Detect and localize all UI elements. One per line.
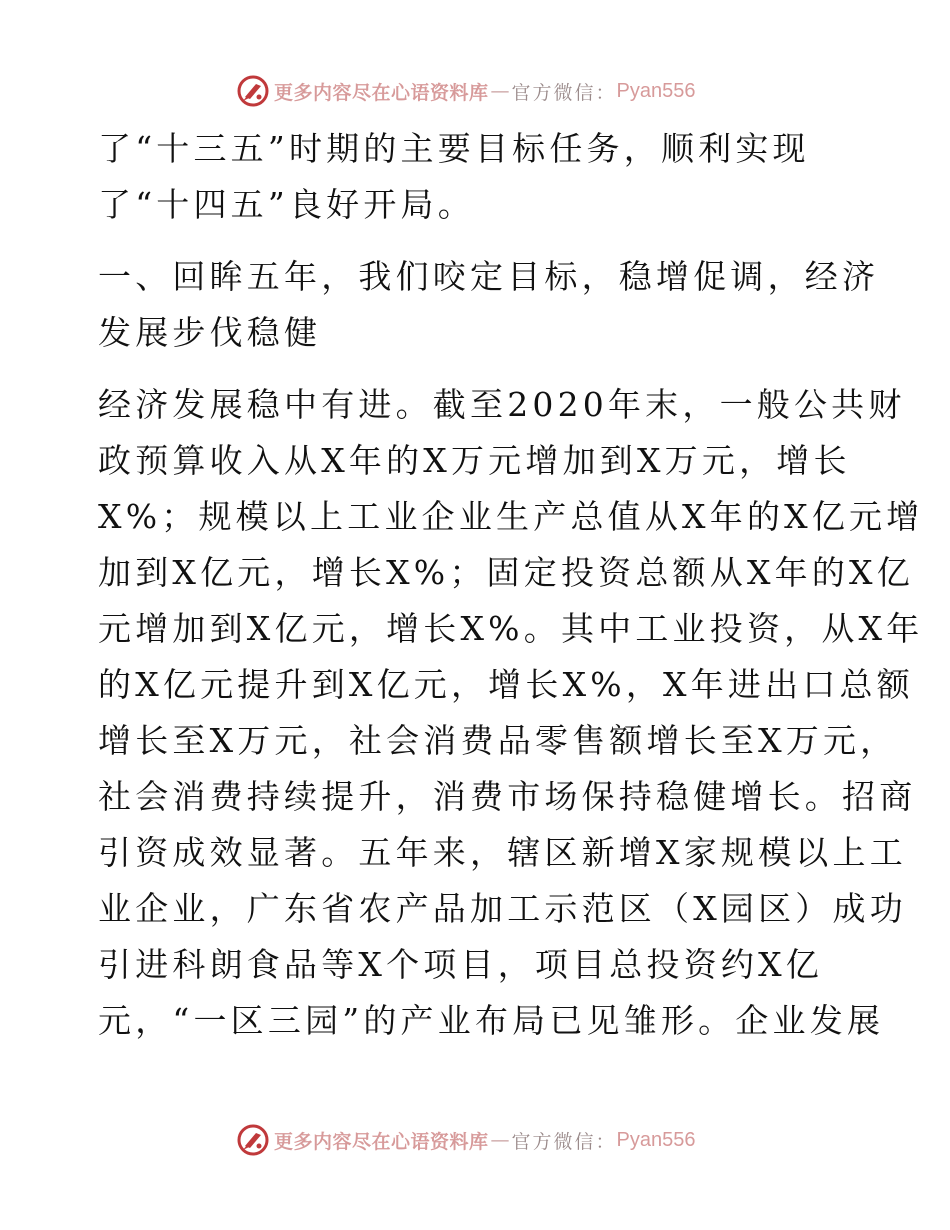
text-line: 政预算收入从X年的X万元增加到X万元，增长 bbox=[98, 441, 851, 480]
text-line: 引资成效显著。五年来，辖区新增X家规模以上工 bbox=[98, 833, 907, 872]
watermark-wechat-id: Pyan556 bbox=[616, 79, 696, 102]
text-line: 社会消费持续提升，消费市场保持稳健增长。招商 bbox=[98, 777, 917, 816]
document-body bbox=[98, 121, 924, 1049]
text-line: 的X亿元提升到X亿元，增长X%，X年进出口总额 bbox=[98, 665, 914, 704]
watermark-logo-icon bbox=[236, 1123, 270, 1157]
text-line: 经济发展稳中有进。截至2020年末，一般公共财 bbox=[98, 385, 906, 424]
paragraph-economy bbox=[98, 377, 924, 1049]
paragraph-intro bbox=[98, 121, 858, 233]
watermark-official-label: 官方微信： bbox=[511, 81, 617, 104]
text-line: 加到X亿元，增长X%；固定投资总额从X年的X亿 bbox=[98, 553, 914, 592]
text-line: X%；规模以上工业企业生产总值从X年的X亿元增 bbox=[98, 497, 924, 536]
watermark-dash: — bbox=[490, 80, 510, 102]
section-heading bbox=[98, 249, 880, 361]
text-line: 元，“一区三园”的产业布局已见雏形。企业发展 bbox=[98, 1001, 885, 1040]
watermark-dash: — bbox=[490, 1129, 510, 1151]
watermark-text: 更多内容尽在心语资料库 bbox=[274, 1130, 489, 1153]
text-line: 增长至X万元，社会消费品零售额增长至X万元， bbox=[98, 721, 898, 760]
watermark-logo-icon bbox=[236, 74, 270, 108]
watermark-wechat-id: Pyan556 bbox=[616, 1128, 696, 1151]
heading-line: 一、回眸五年，我们咬定目标，稳增促调，经济 bbox=[98, 257, 880, 296]
watermark-text: 更多内容尽在心语资料库 bbox=[274, 81, 489, 104]
text-line: 了“十四五”良好开局。 bbox=[98, 185, 475, 224]
text-line: 元增加到X亿元，增长X%。其中工业投资，从X年 bbox=[98, 609, 924, 648]
text-line: 引进科朗食品等X个项目，项目总投资约X亿 bbox=[98, 945, 823, 984]
watermark-official-label: 官方微信： bbox=[511, 1130, 617, 1153]
footer-watermark bbox=[236, 1122, 696, 1158]
header-watermark bbox=[236, 73, 696, 109]
heading-line: 发展步伐稳健 bbox=[98, 313, 322, 352]
text-line: 了“十三五”时期的主要目标任务，顺利实现 bbox=[98, 129, 810, 168]
text-line: 业企业，广东省农产品加工示范区（X园区）成功 bbox=[98, 889, 907, 928]
